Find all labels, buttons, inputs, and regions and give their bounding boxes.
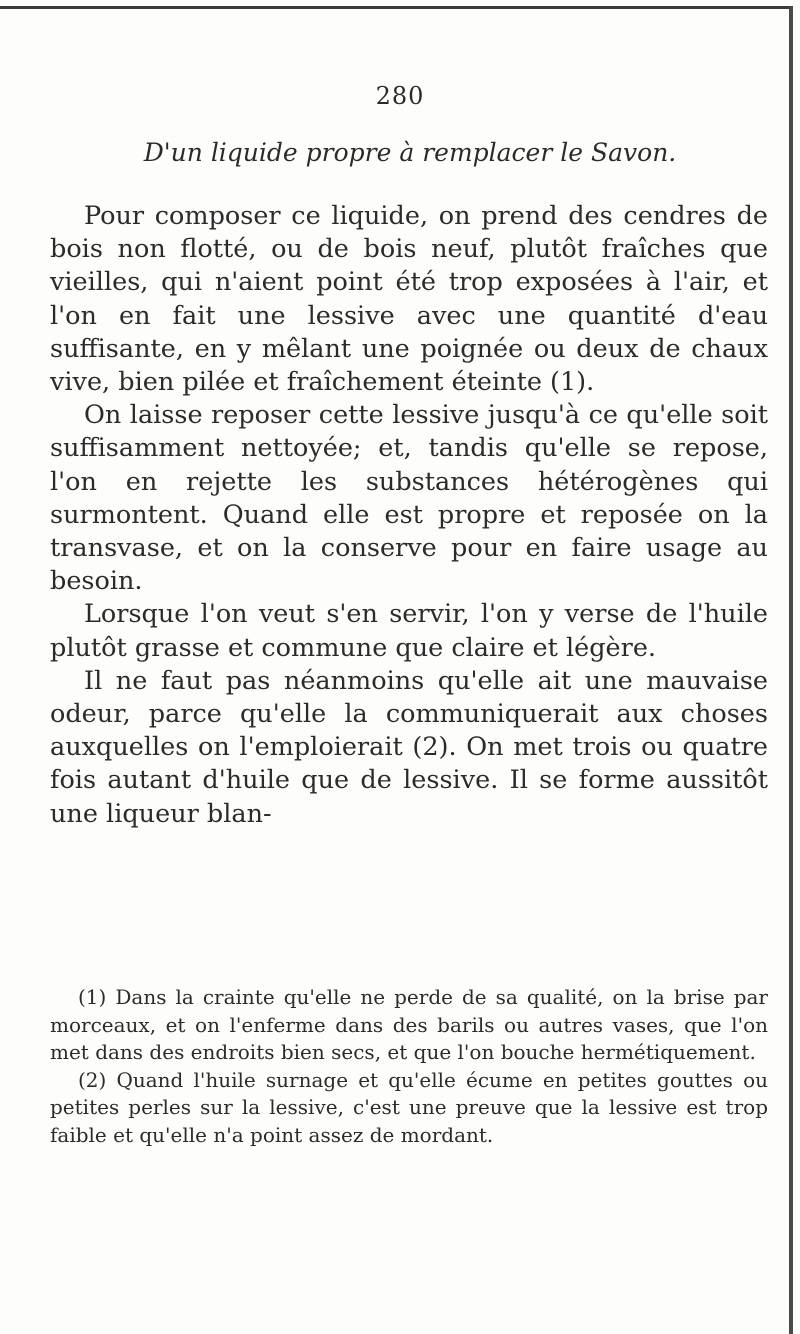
page-top-edge bbox=[0, 6, 792, 9]
footnote: (1) Dans la crainte qu'elle ne perde de sa qualité, on la brise par morceaux, et on l'enferme dans des barils ou autres vases, que l'on met dans des endroits bien secs, et que l'on bouche hermétiquement. bbox=[50, 985, 768, 1064]
section-title: D'un liquide propre à remplacer le Savon. bbox=[143, 138, 677, 167]
footnotes bbox=[50, 984, 768, 1149]
paragraph: Il ne faut pas néanmoins qu'elle ait une mauvaise odeur, parce qu'elle la communiquerait aux choses auxquelles on l'emploierait (2). On met trois ou quatre fois autant d'huile que de lessive. Il se forme aussitôt une liqueur blan- bbox=[50, 665, 768, 829]
page-number: 280 bbox=[375, 82, 425, 110]
footnote: (2) Quand l'huile surnage et qu'elle écume en petites gouttes ou petites perles sur la lessive, c'est une preuve que la lessive est trop faible et qu'elle n'a point assez de mordant. bbox=[50, 1067, 768, 1147]
paragraph: On laisse reposer cette lessive jusqu'à ce qu'elle soit suffisamment nettoyée; et, tandis qu'elle se repose, l'on en rejette les substances hétérogènes qui surmontent. Quand elle est propre et reposée on la transvase, et on la conserve pour en faire usage au besoin. bbox=[50, 400, 768, 597]
paragraph: Lorsque l'on veut s'en servir, l'on y verse de l'huile plutôt grasse et commune que claire et légère. bbox=[50, 599, 768, 663]
body-text bbox=[50, 200, 768, 831]
page-right-edge bbox=[789, 6, 793, 1334]
paragraph: Pour composer ce liquide, on prend des cendres de bois non flotté, ou de bois neuf, plutôt fraîches que vieilles, qui n'aient point été trop exposées à l'air, et l'on en fait une lessive avec une quantité d'eau suffisante, en y mêlant une poignée ou deux de chaux vive, bien pilée et fraîchement éteinte (1). bbox=[50, 201, 768, 398]
